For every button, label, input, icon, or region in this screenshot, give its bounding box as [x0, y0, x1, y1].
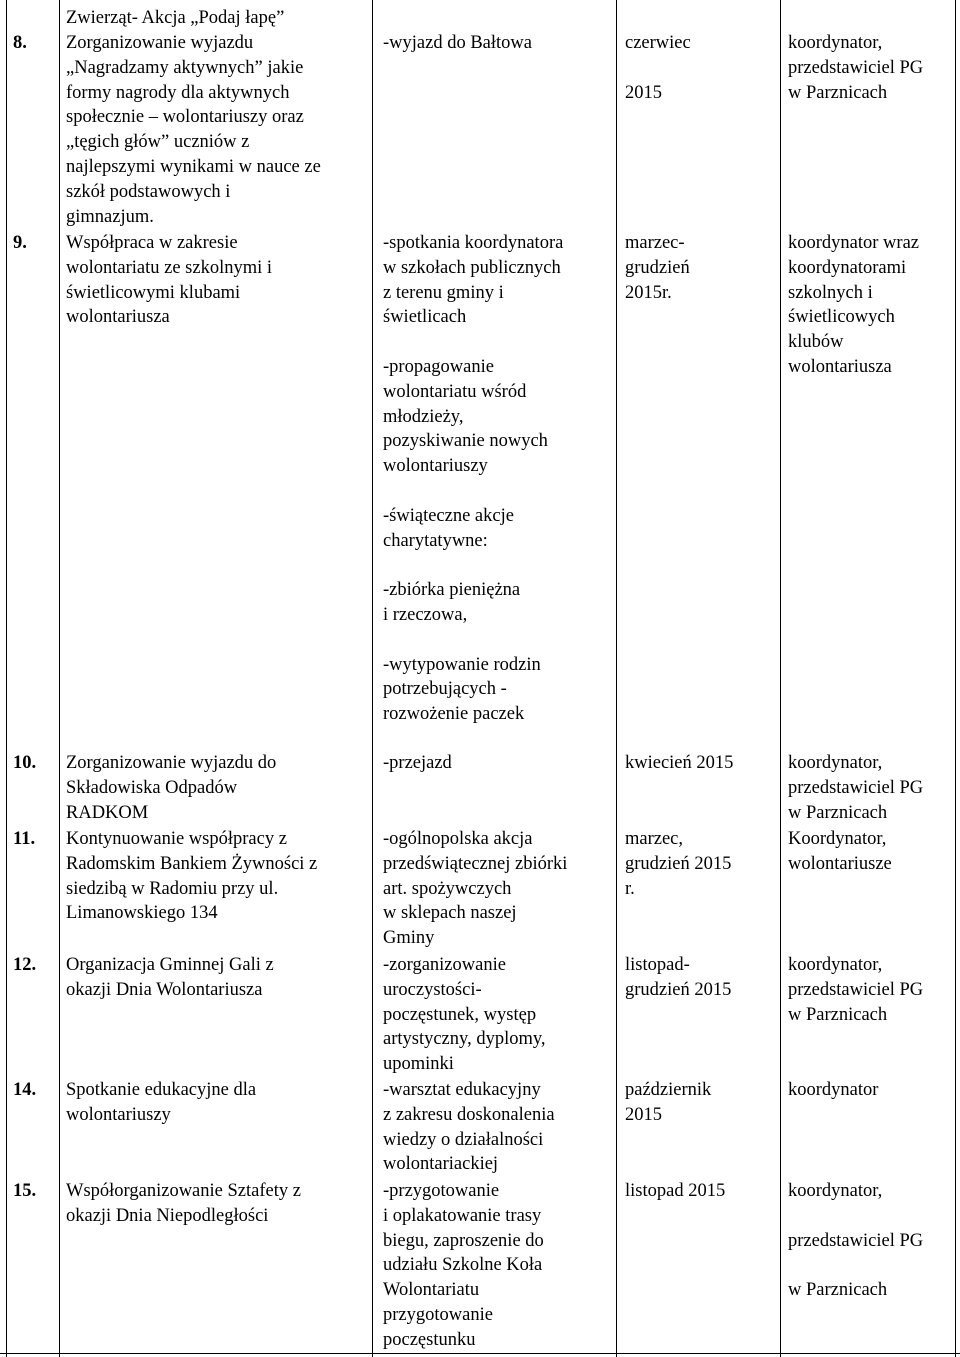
row-number: 14.: [13, 1080, 37, 1100]
row-number: 15.: [13, 1181, 37, 1201]
task-cell: Kontynuowanie współpracy z Radomskim Bankiem Żywności z siedzibą w Radomiu przy ul. Limanowskiego 134: [66, 829, 318, 924]
column-divider: [372, 0, 373, 1357]
task-fragment: Zwierząt- Akcja „Podaj łapę”: [66, 8, 285, 28]
action-cell: -zorganizowanie uroczystości- poczęstunek, występ artystyczny, dyplomy, upominki: [383, 955, 546, 1075]
action-cell: -wyjazd do Bałtowa: [383, 33, 532, 53]
row-number: 11.: [13, 829, 36, 849]
responsible-cell: koordynator wraz koordynatorami szkolnych i świetlicowych klubów wolontariusza: [788, 233, 919, 377]
responsible-cell: koordynator, przedstawiciel PG w Parznicach: [788, 955, 924, 1025]
action-cell: -warsztat edukacyjny z zakresu doskonalenia wiedzy o działalności wolontariackiej: [383, 1080, 555, 1175]
task-cell: Spotkanie edukacyjne dla wolontariuszy: [66, 1080, 257, 1125]
term-cell: październik 2015: [625, 1080, 712, 1125]
task-cell: Zorganizowanie wyjazdu do Składowiska Odpadów RADKOM: [66, 753, 277, 823]
responsible-cell: Koordynator, wolontariusze: [788, 829, 892, 874]
row-number: 12.: [13, 955, 37, 975]
row-number: 10.: [13, 753, 37, 773]
action-cell: -przejazd: [383, 753, 452, 773]
term-cell: marzec- grudzień 2015r.: [625, 233, 690, 303]
column-divider: [59, 0, 60, 1357]
action-cell: -ogólnopolska akcja przedświątecznej zbiórki art. spożywczych w sklepach naszej Gminy: [383, 829, 568, 949]
row-number: 9.: [13, 233, 27, 253]
responsible-cell: koordynator, przedstawiciel PG w Parznicach: [788, 753, 924, 823]
task-cell: Zorganizowanie wyjazdu „Nagradzamy aktywnych” jakie formy nagrody dla aktywnych społecznie – wolontariuszy oraz „tęgich głów” uczniów z najlepszymi wynikami w nauce ze szkół podstawowych i gimnazjum.: [66, 33, 321, 227]
action-cell: -spotkania koordynatora w szkołach publicznych z terenu gminy i świetlicach -propagowanie wolontariatu wśród młodzieży, pozyskiwanie nowych wolontariuszy -świąteczne akcje charytatywne: -zbiórka pieniężna i rzeczowa, -wytypowanie rodzin potrzebujących - rozwożenie paczek: [383, 233, 564, 725]
term-cell: marzec, grudzień 2015 r.: [625, 829, 732, 899]
table-border-right: [955, 0, 956, 1357]
term-cell: listopad- grudzień 2015: [625, 955, 732, 1000]
column-divider: [616, 0, 617, 1357]
responsible-cell: koordynator, przedstawiciel PG w Parznicach: [788, 33, 924, 103]
column-divider: [780, 0, 781, 1357]
task-cell: Współpraca w zakresie wolontariatu ze szkolnymi i świetlicowymi klubami wolontariusza: [66, 233, 273, 328]
term-cell: czerwiec 2015: [625, 33, 691, 103]
action-cell: -przygotowanie i oplakatowanie trasy biegu, zaproszenie do udziału Szkolne Koła Wolontariatu przygotowanie poczęstunku: [383, 1181, 544, 1350]
term-cell: listopad 2015: [625, 1181, 726, 1201]
table-border-left: [6, 0, 7, 1357]
task-cell: Organizacja Gminnej Gali z okazji Dnia Wolontariusza: [66, 955, 274, 1000]
task-cell: Współorganizowanie Sztafety z okazji Dnia Niepodległości: [66, 1181, 301, 1226]
responsible-cell: koordynator: [788, 1080, 879, 1100]
responsible-cell: koordynator, przedstawiciel PG w Parznicach: [788, 1181, 924, 1301]
table-border-bottom: [0, 1353, 960, 1354]
term-cell: kwiecień 2015: [625, 753, 734, 773]
row-number: 8.: [13, 33, 27, 53]
